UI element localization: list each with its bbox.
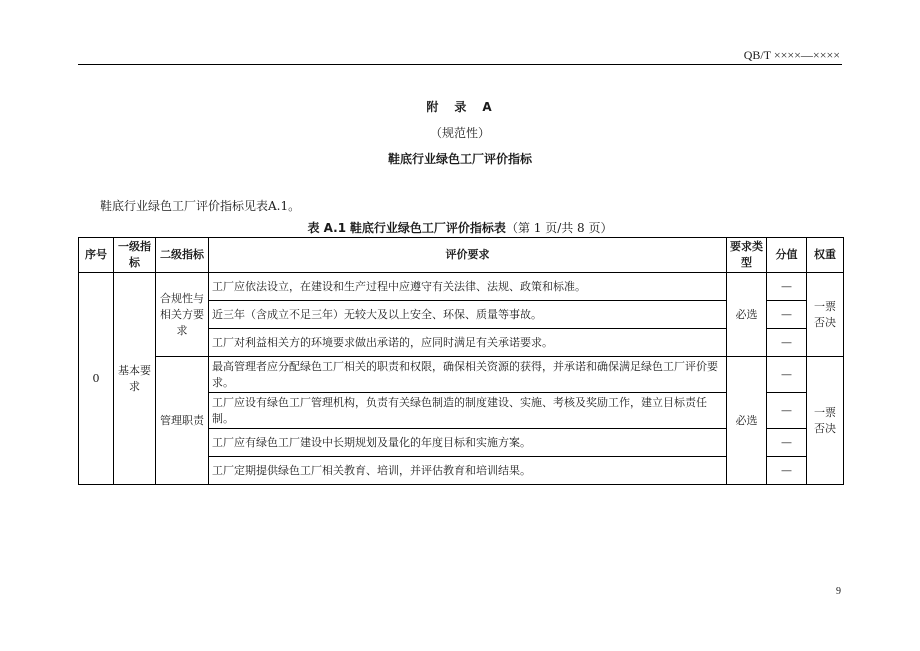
page-number: 9: [836, 586, 841, 597]
cell-req-type: 必选: [727, 357, 767, 485]
appendix-nature: （规范性）: [429, 126, 490, 140]
cell-score: —: [767, 301, 807, 329]
header-score: 分值: [767, 238, 807, 273]
intro-text: 鞋底行业绿色工厂评价指标见表A.1。: [100, 199, 301, 213]
table-caption-page: （第 1 页/共 8 页）: [505, 221, 613, 235]
cell-requirement: 近三年（含成立不足三年）无较大及以上安全、环保、质量等事故。: [209, 301, 727, 329]
cell-req-type: 必选: [727, 273, 767, 357]
header-level1: 一级指标: [114, 238, 156, 273]
evaluation-table: [78, 237, 844, 485]
cell-score: —: [767, 357, 807, 393]
cell-score: —: [767, 329, 807, 357]
table-caption: [0, 219, 920, 236]
cell-level2-management: 管理职责: [156, 357, 209, 485]
cell-requirement: 工厂应依法设立，在建设和生产过程中应遵守有关法律、法规、政策和标准。: [209, 273, 727, 301]
header-weight: 权重: [807, 238, 844, 273]
table-row: [79, 273, 844, 301]
cell-requirement: 最高管理者应分配绿色工厂相关的职责和权限，确保相关资源的获得，并承诺和确保满足绿色工厂评价要求。: [209, 357, 727, 393]
header-seq: 序号: [79, 238, 114, 273]
cell-level1: 基本要求: [114, 273, 156, 485]
cell-requirement: 工厂定期提供绿色工厂相关教育、培训，并评估教育和培训结果。: [209, 457, 727, 485]
cell-weight: 一票否决: [807, 357, 844, 485]
header-level2: 二级指标: [156, 238, 209, 273]
cell-requirement: 工厂对利益相关方的环境要求做出承诺的，应同时满足有关承诺要求。: [209, 329, 727, 357]
header-rule: [78, 64, 842, 65]
cell-score: —: [767, 429, 807, 457]
table-caption-label: 表 A.1: [307, 221, 347, 235]
cell-score: —: [767, 457, 807, 485]
table-row: [79, 357, 844, 393]
appendix-title: 附 录 A: [426, 100, 494, 114]
standard-code: QB/T ××××—××××: [743, 48, 840, 62]
header-requirement: 评价要求: [209, 238, 727, 273]
table-caption-title: 鞋底行业绿色工厂评价指标表: [349, 221, 506, 235]
cell-seq: 0: [79, 273, 114, 485]
cell-requirement: 工厂应设有绿色工厂管理机构，负责有关绿色制造的制度建设、实施、考核及奖励工作，建立目标责任制。: [209, 393, 727, 429]
cell-level2-compliance: 合规性与相关方要求: [156, 273, 209, 357]
cell-score: —: [767, 393, 807, 429]
cell-requirement: 工厂应有绿色工厂建设中长期规划及量化的年度目标和实施方案。: [209, 429, 727, 457]
header-req-type: 要求类型: [727, 238, 767, 273]
cell-weight: 一票否决: [807, 273, 844, 357]
table-header-row: [79, 238, 844, 273]
appendix-subject: 鞋底行业绿色工厂评价指标: [387, 152, 532, 166]
cell-score: —: [767, 273, 807, 301]
